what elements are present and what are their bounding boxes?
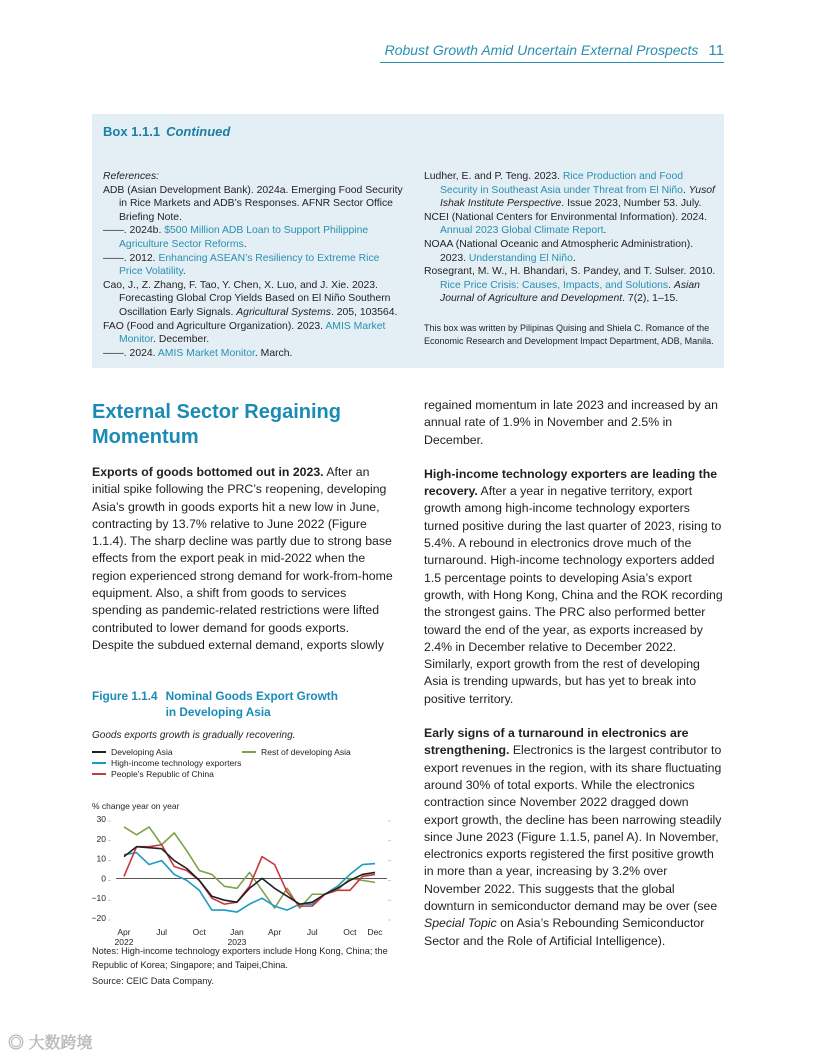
legend-swatch xyxy=(92,751,106,753)
section-heading: External Sector Regaining Momentum xyxy=(92,401,341,448)
reference-text: ——. 2012. xyxy=(103,252,159,264)
special-topic-ref: Special Topic xyxy=(424,916,497,931)
box-title xyxy=(103,124,230,139)
reference-text: . December. xyxy=(153,334,210,346)
reference-link[interactable]: Rice Price Crisis: Causes, Impacts, and Solutions xyxy=(440,279,669,291)
reference-text: ——. 2024. xyxy=(103,347,158,359)
reference-link[interactable]: Rice Production and Food Security in Southeast Asia under Threat from El Niño xyxy=(440,171,684,196)
reference-item xyxy=(103,347,403,361)
reference-text: . xyxy=(682,184,689,196)
reference-text: . xyxy=(603,225,607,237)
reference-item xyxy=(424,238,719,265)
x-tick-label: Oct xyxy=(343,927,357,937)
right-column xyxy=(424,397,726,967)
y-tick-label: 30 xyxy=(96,814,106,824)
lead-in: Early signs of a turnaround in electronics are strengthening. xyxy=(424,726,689,758)
y-tick-label: −10 xyxy=(92,893,106,904)
legend-label: High-income technology exporters xyxy=(111,758,242,768)
x-tick-year: 2022 xyxy=(114,937,134,947)
box-continued: Continued xyxy=(166,124,231,139)
figure-1-1-4 xyxy=(92,688,397,956)
reference-item xyxy=(103,279,403,320)
references-right xyxy=(424,170,719,306)
reference-text: . 205, 103564. xyxy=(330,306,398,318)
figure-subtitle: Goods exports growth is gradually recovering. xyxy=(92,730,296,741)
reference-link[interactable]: Understanding El Niño xyxy=(468,252,573,264)
reference-item xyxy=(103,320,403,347)
x-tick-label: Apr xyxy=(267,927,282,937)
paragraph-text: Electronics is the largest contributor to export revenues in the region, with its share fluctuating around 30% of total exports. While the electronics contraction since November 2022 dragged down export growth, the decline has been narrowing steadily since June 2023 (Figure 1.1.5, panel A). In November, electronics exports registered the first positive growth in more than a year, increasing by 3.2% over November 2022. This suggests that the global downturn in semiconductor demand may be over (see xyxy=(424,743,722,914)
x-tick-label: Jul xyxy=(156,927,168,937)
y-tick-label: 20 xyxy=(96,833,106,844)
reference-text: Asian Journal of Agriculture and Development xyxy=(440,279,700,305)
box-label: Box 1.1.1 xyxy=(103,124,161,139)
reference-item xyxy=(103,184,403,225)
reference-text: Ludher, E. and P. Teng. 2023. xyxy=(424,171,563,182)
paragraph-text: on Asia’s Rebounding Semiconductor Sector and the Role of Artificial Intelligence). xyxy=(424,916,705,948)
reference-text: . xyxy=(182,266,186,278)
reference-text: ——. 2024b. xyxy=(103,225,165,237)
x-tick-label: Dec xyxy=(367,927,383,937)
legend-label: People's Republic of China xyxy=(111,769,214,779)
series-line-people-s-republic-of-china xyxy=(124,845,375,906)
reference-text: FAO (Food and Agriculture Organization). 2023. xyxy=(103,320,326,332)
reference-text: NCEI (National Centers for Environmental Information). 2024. xyxy=(424,211,707,223)
x-tick-label: Jan xyxy=(230,927,244,937)
reference-text: . Issue 2023, Number 53. July. xyxy=(561,198,702,210)
line-chart xyxy=(92,811,397,951)
legend-item xyxy=(242,747,351,757)
reference-link[interactable]: $500 Million ADB Loan to Support Philippine Agriculture Sector Reforms xyxy=(119,225,369,250)
y-tick-label: 0 xyxy=(101,873,106,884)
lead-in: Exports of goods bottomed out in 2023. xyxy=(92,465,324,479)
reference-text: Yusof Ishak Institute Perspective xyxy=(440,184,715,210)
reference-link[interactable]: AMIS Market Monitor xyxy=(157,347,255,359)
figure-title-text: Nominal Goods Export Growth in Developing Asia xyxy=(165,689,338,719)
legend-swatch xyxy=(92,762,106,764)
legend-swatch xyxy=(92,773,106,775)
legend-item xyxy=(92,758,241,768)
reference-text: NOAA (National Oceanic and Atmospheric Administration). 2023. xyxy=(424,238,694,264)
box-credit: This box was written by Pilipinas Quising and Shiela C. Romance of the Economic Research and Development Impact Department, ADB, Manila. xyxy=(424,323,714,346)
figure-number: Figure 1.1.4 xyxy=(92,689,158,703)
reference-item xyxy=(103,224,403,251)
paragraph-text: After an initial spike following the PRC’s reopening, developing Asia’s growth in goods exports hit a new low in June, contracting by 13.7% relative to June 2022 (Figure 1.1.4). The sharp decline was partly due to strong base effects from the export peak in mid-2022 when the region experienced strong demand for work-from-home equipment. Also, a shift from goods to services spending as pandemic-related restrictions were lifted contributed to lower demand for goods exports. Despite the subdued external demand, exports slowly xyxy=(92,465,393,652)
legend-swatch xyxy=(242,751,256,753)
y-axis-label: % change year on year xyxy=(92,801,180,811)
reference-text: . xyxy=(243,238,247,250)
left-column xyxy=(92,400,394,671)
paragraph-continued: regained momentum in late 2023 and increased by an annual rate of 1.9% in November and 2.5% in December. xyxy=(424,398,718,447)
series-line-high-income-technology-exporters xyxy=(124,853,375,912)
reference-text: . March. xyxy=(254,347,293,359)
y-tick-label: 10 xyxy=(96,853,106,864)
series-line-developing-asia xyxy=(124,847,375,904)
series-line-rest-of-developing-asia xyxy=(124,827,375,908)
notes-text: Notes: High-income technology exporters include Hong Kong, China; the Republic of Korea; Singapore; and Taipei,China. xyxy=(92,946,388,970)
reference-item xyxy=(424,170,719,211)
chart-legend xyxy=(92,747,397,791)
reference-text: . xyxy=(572,252,576,264)
reference-item xyxy=(103,252,403,279)
reference-link[interactable]: Annual 2023 Global Climate Report xyxy=(440,225,604,237)
references-label: References: xyxy=(103,171,160,182)
y-tick-label: −20 xyxy=(92,913,106,923)
paragraph-text: After a year in negative territory, export growth among high-income technology exporters turned positive during the last quarter of 2023, rising to 5.4%. A rebound in electronics drove much of the turnaround. High-income technology exporters added 1.5 percentage points to developing Asia’s export growth, with Hong Kong, China and the ROK recording the strongest gains. The PRC also performed better toward the end of the year, as exports increased by 2.4% in December relative to December 2022. Similarly, export growth from the rest of developing Asia is trending upwards, but has yet to break into positive territory. xyxy=(424,484,723,706)
page-number: 11 xyxy=(708,42,724,59)
reference-item xyxy=(424,265,719,306)
x-tick-label: Apr xyxy=(117,927,131,937)
paragraph-hite xyxy=(424,466,726,708)
x-tick-year: 2023 xyxy=(227,937,247,947)
source-text: Source: CEIC Data Company. xyxy=(92,976,214,986)
legend-item xyxy=(92,769,214,779)
references-left xyxy=(103,170,403,360)
reference-text: . xyxy=(668,279,674,291)
reference-text: ADB (Asian Development Bank). 2024a. Emerging Food Security in Rice Markets and ADB’s Responses. AFNR Sector Office Briefing Note. xyxy=(103,184,403,223)
x-tick-label: Oct xyxy=(192,927,206,937)
running-title: Robust Growth Amid Uncertain External Prospects xyxy=(384,42,699,58)
lead-in: High-income technology exporters are leading the recovery. xyxy=(424,466,718,499)
reference-link[interactable]: AMIS Market Monitor xyxy=(119,320,386,346)
watermark-logo: ◎ 大数跨境 xyxy=(8,1035,93,1052)
paragraph-exports xyxy=(92,464,394,654)
running-header xyxy=(380,42,724,59)
header-rule xyxy=(380,62,724,63)
x-tick-label: Jul xyxy=(306,927,318,937)
legend-label: Rest of developing Asia xyxy=(261,747,351,757)
box-1-1-1 xyxy=(92,114,724,368)
legend-item xyxy=(92,747,173,757)
paragraph-electronics xyxy=(424,725,726,950)
figure-title xyxy=(92,688,397,720)
reference-text: . 7(2), 1–15. xyxy=(622,293,679,305)
reference-text: Cao, J., Z. Zhang, F. Tao, Y. Chen, X. Luo, and J. Xie. 2023. Forecasting Global Crop Yields Based on El Niño Southern Oscillation Early Signals. xyxy=(103,279,391,318)
reference-link[interactable]: Enhancing ASEAN’s Resiliency to Extreme Rice Price Volatility xyxy=(119,252,380,278)
figure-notes xyxy=(92,944,397,988)
reference-item xyxy=(424,211,719,238)
reference-text: Agricultural Systems xyxy=(236,306,331,318)
legend-label: Developing Asia xyxy=(111,747,173,757)
reference-text: Rosegrant, M. W., H. Bhandari, S. Pandey, and T. Sulser. 2010. xyxy=(424,266,716,278)
